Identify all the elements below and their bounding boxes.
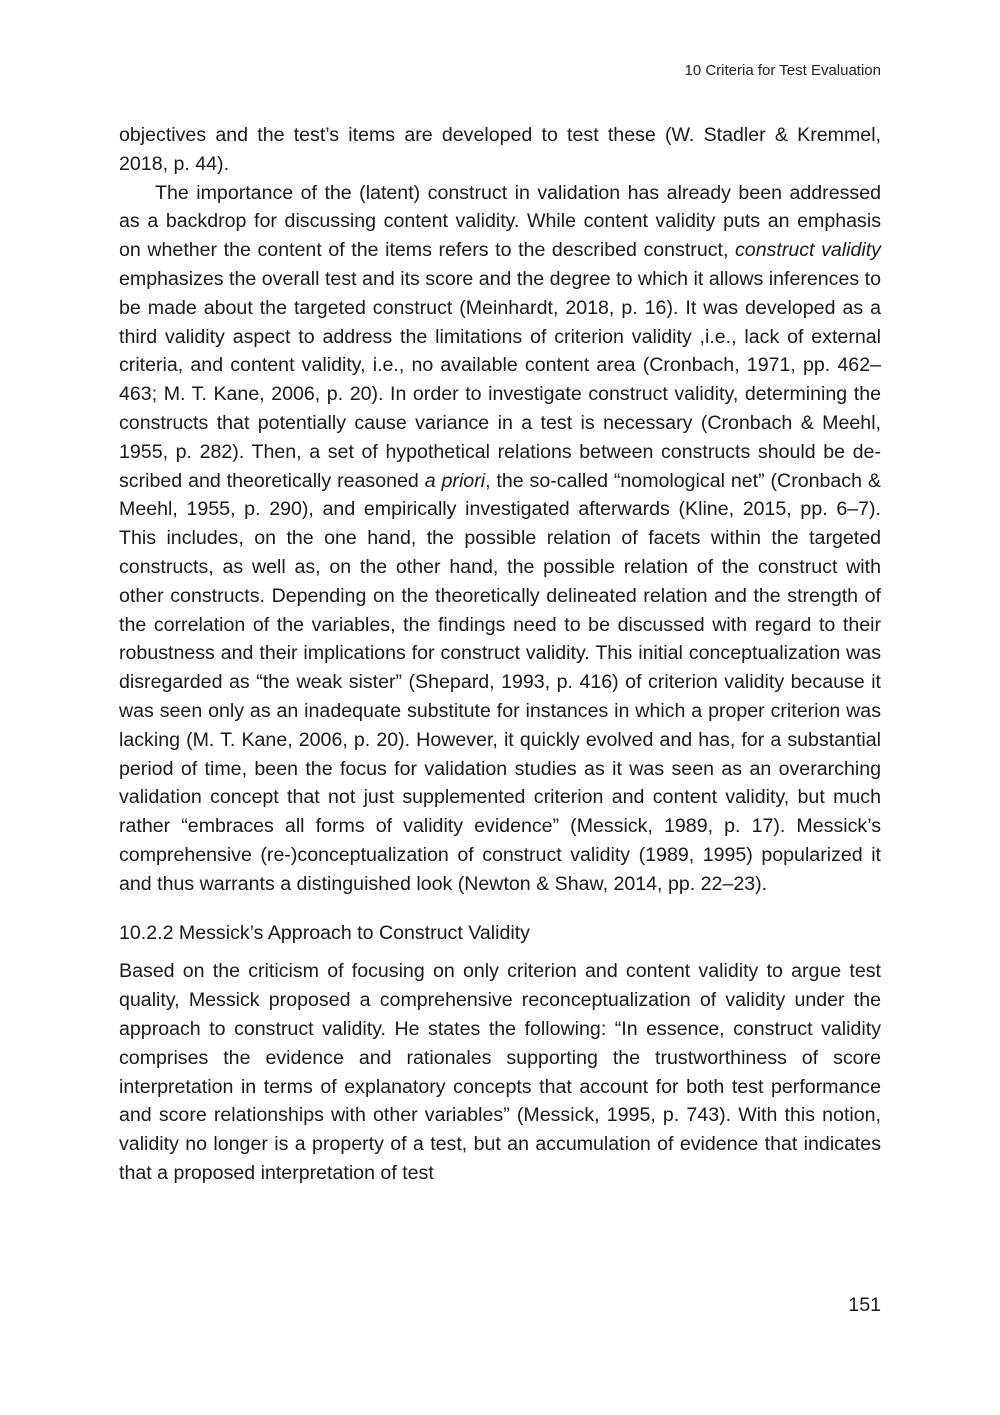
section-heading: 10.2.2 Messick’s Approach to Construct Validity (119, 921, 530, 944)
paragraph-text: emphasizes the overall test and its score and the degree to which it allows inferences to be made about the targeted construct (Meinhardt, 2018, p. 16). It was developed as a third validity aspect to address the limitations of criterion validity ,i.e., lack of external criteria, and content validity, i.e., no available content area (Cronbach, 1971, pp. 462–463; M. T. Kane, 2006, p. 20). In order to investigate construct validity, determining the constructs that potentially cause variance in a test is necessary (Cronbach & Meehl, 1955, p. 282). Then, a set of hypothetical relations between constructs should be described and theoretically reasoned (119, 267, 881, 492)
running-head: 10 Criteria for Test Evaluation (684, 62, 881, 79)
paragraph-construct-validity (119, 179, 881, 899)
emphasis-term: construct validity (735, 239, 881, 262)
paragraph-messick: Based on the criticism of focusing on only criterion and content validity to argue test quality, Messick proposed a comprehensive reconceptualization of validity under the approach to construct validity. He states the following: “In essence, construct validity comprises the evidence and rationales supporting the trustworthiness of score interpretation in terms of explanatory concepts that account for both test performance and score relationships with other variables” (Messick, 1995, p. 743). With this notion, validity no longer is a property of a test, but an accumulation of evidence that indicates that a proposed interpretation of test (119, 960, 881, 1184)
page-number: 151 (848, 1294, 881, 1316)
paragraph-continuation: objectives and the test’s items are developed to test these (W. Stadler & Kremmel, 2018, p. 44). (119, 124, 881, 175)
paragraph-text: , the so-called “nomological net” (Cronbach & Meehl, 1955, p. 290), and empirically investigated afterwards (Kline, 2015, pp. 6–7). This includes, on the one hand, the possible relation of facets within the targeted constructs, as well as, on the other hand, the possible relation of the construct with other constructs. Depending on the theoretically delineated relation and the strength of the correlation of the variables, the findings need to be discussed with regard to their robustness and their implications for construct validity. This initial conceptualization was disregarded as “the weak sister” (Shepard, 1993, p. 416) of criterion validity because it was seen only as an inadequate substitute for instances in which a proper criterion was lacking (M. T. Kane, 2006, p. 20). However, it quickly evolved and has, for a substantial period of time, been the focus for validation studies as it was seen as an overarching validation concept that not just supplemented criterion and content validity, but much rather “embraces all forms of validity evidence” (Messick, 1989, p. 17). Messick’s comprehensive (re-)conceptualization of construct validity (1989, 1995) popularized it and thus warrants a distinguished look (Newton & Shaw, 2014, pp. 22–23). (119, 469, 881, 895)
body-text (119, 121, 881, 1188)
paragraph-text: The importance of the (latent) construct in validation has already been addressed as a backdrop for discussing content validity. While content validity puts an emphasis on whether the content of the items refers to the described construct, (119, 181, 881, 262)
emphasis-term: a priori (424, 469, 486, 492)
